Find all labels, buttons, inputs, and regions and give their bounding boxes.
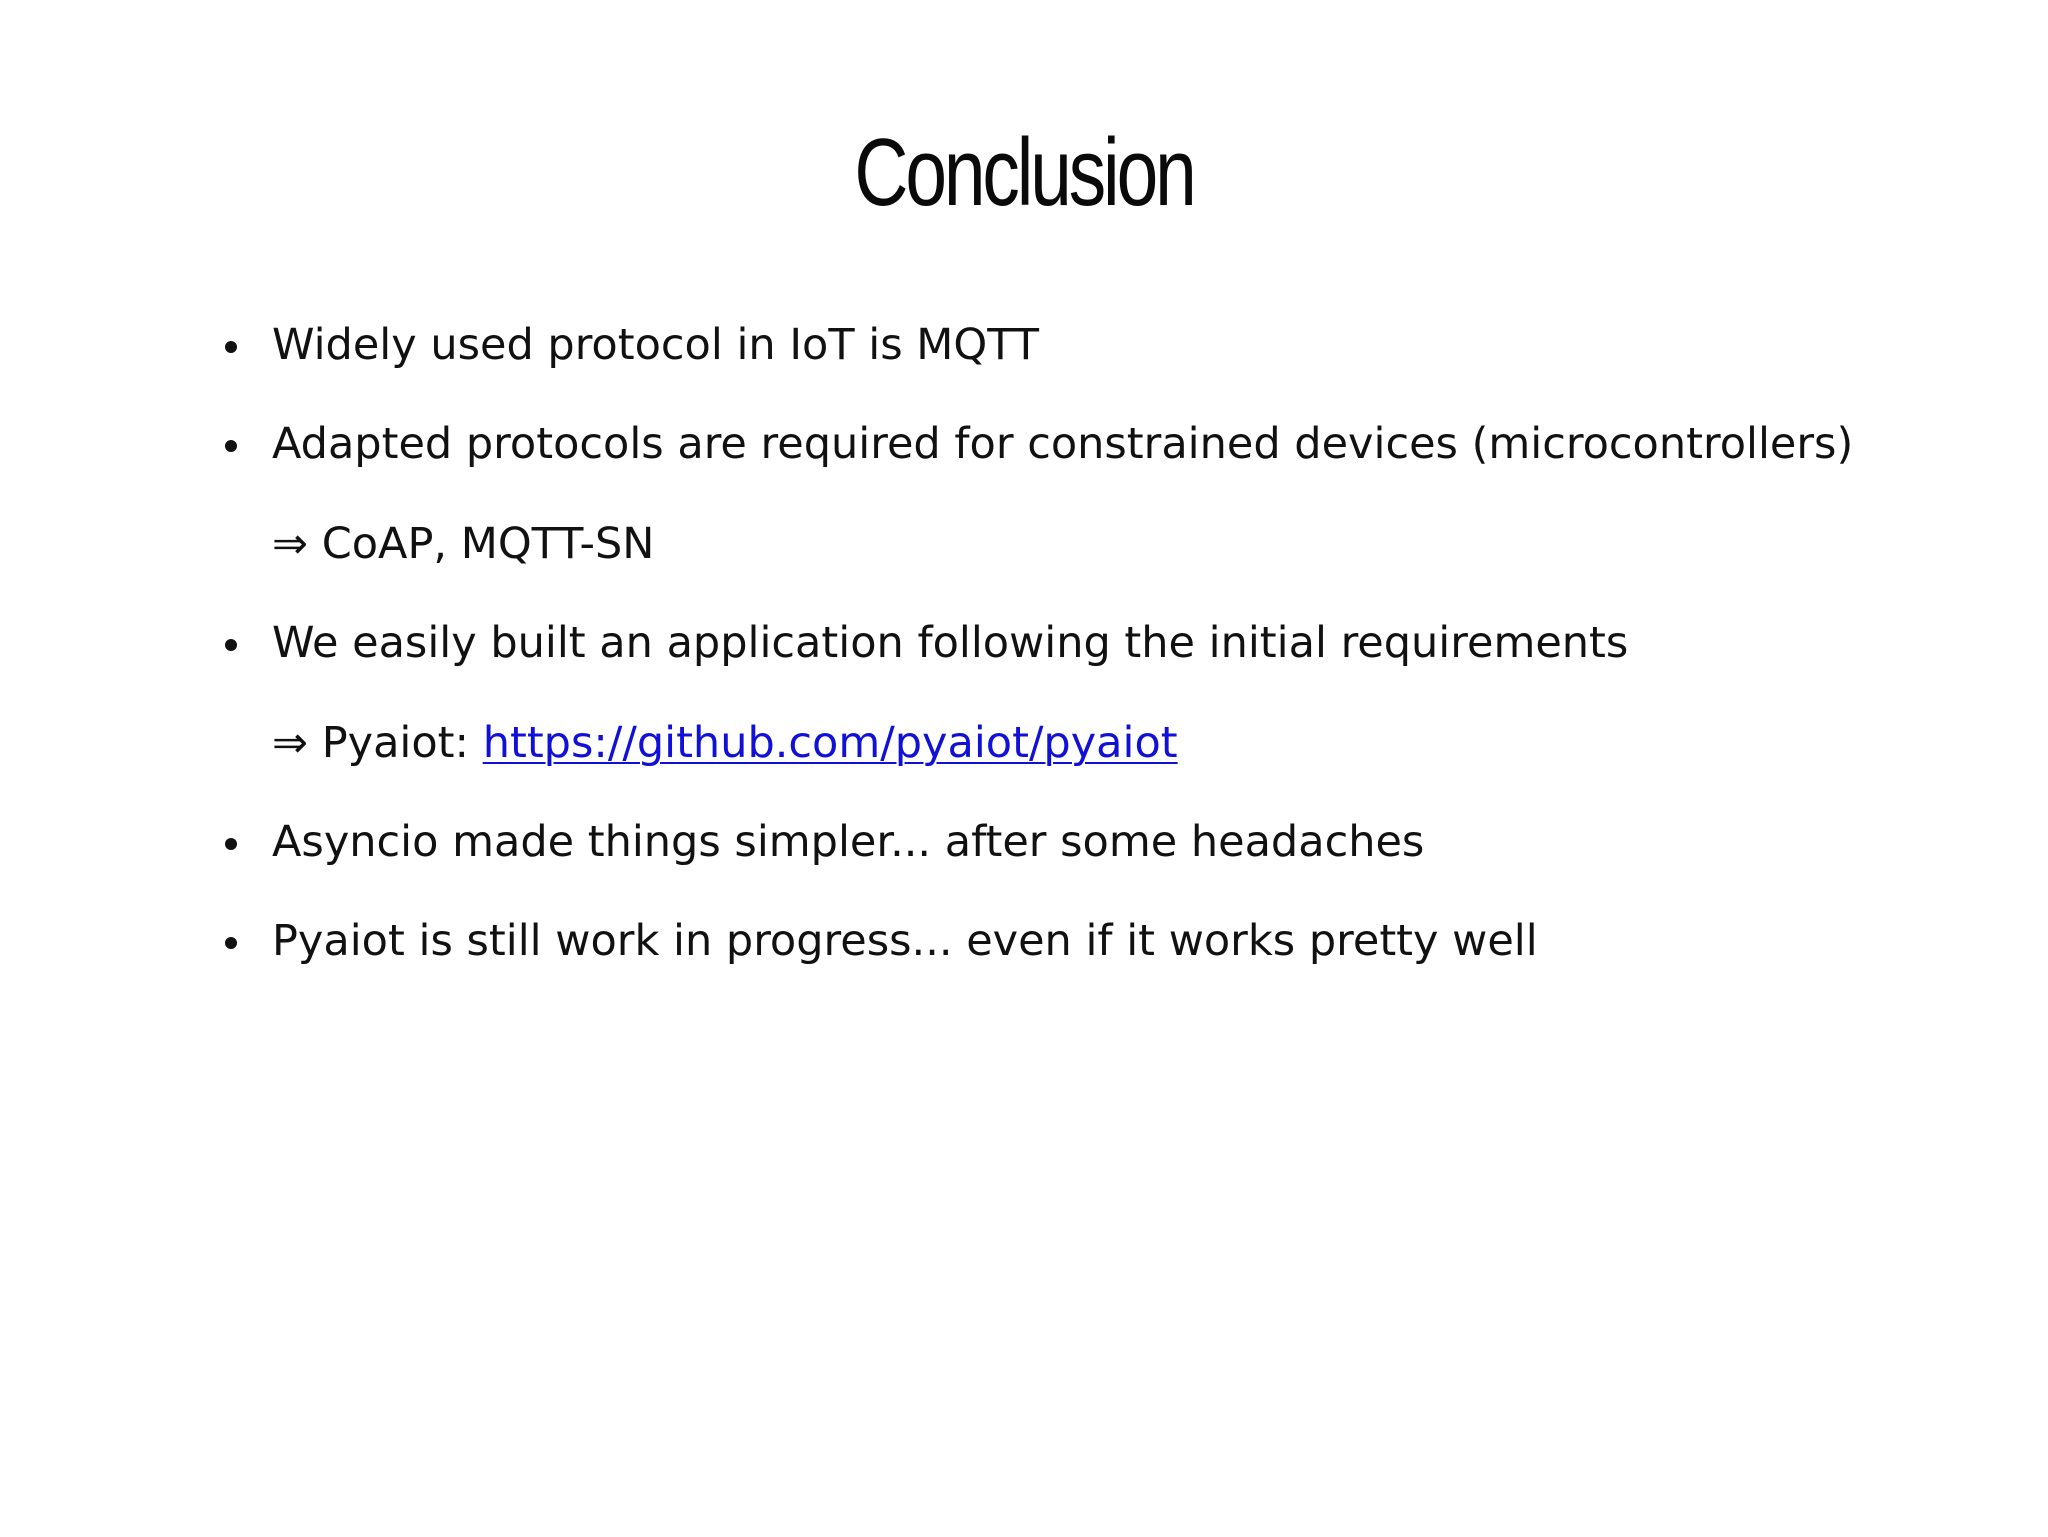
bullet-dot-icon (225, 639, 237, 651)
list-item-text: Asyncio made things simpler... after some headaches (272, 817, 1425, 867)
bullet-dot-icon (225, 838, 237, 850)
list-item-text: Adapted protocols are required for constrained devices (microcontrollers) (272, 419, 1854, 469)
bullet-dot-icon (225, 937, 237, 949)
list-item-text: Pyaiot is still work in progress... even if it works pretty well (272, 916, 1538, 966)
slide-title: Conclusion (854, 119, 1194, 226)
list-note-text (272, 713, 1178, 773)
github-link[interactable]: https://github.com/pyaiot/pyaiot (482, 718, 1178, 768)
list-item-text: Widely used protocol in IoT is MQTT (272, 320, 1040, 370)
list-item-text: We easily built an application following the initial requirements (272, 618, 1629, 668)
bullet-dot-icon (225, 341, 237, 353)
bullet-dot-icon (225, 440, 237, 452)
list-note-text: ⇒ CoAP, MQTT-SN (272, 519, 655, 569)
list-note-prefix: ⇒ Pyaiot: (272, 718, 483, 768)
